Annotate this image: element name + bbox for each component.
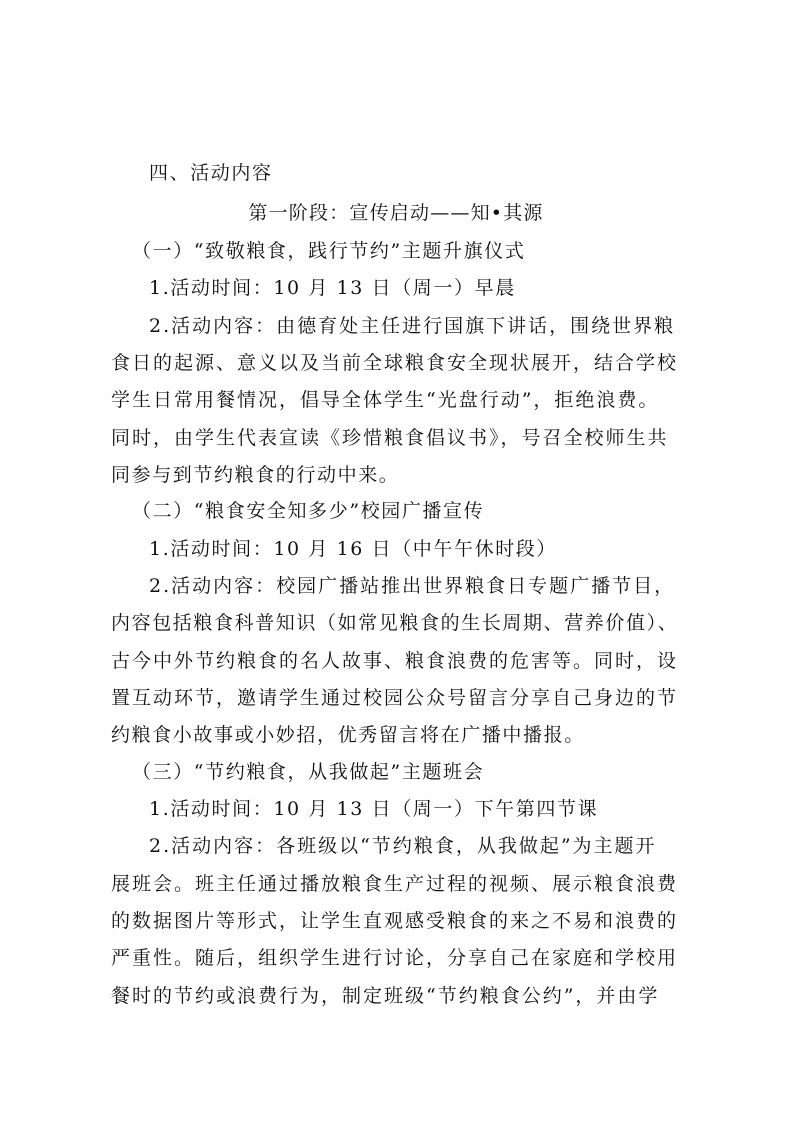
item-b-content-line: 置互动环节，邀请学生通过校园公众号留言分享自己身边的节 [111,687,679,709]
item-b-title: （二）“粮食安全知多少”校园广播宣传 [132,500,485,522]
section-heading: 四、活动内容 [149,162,273,184]
item-b-content-line: 内容包括粮食科普知识（如常见粮食的生长周期、营养价值）、 [111,612,679,634]
item-a-title: （一）“致敬粮食，践行节约”主题升旗仪式 [132,240,526,262]
item-a-content-line: 食日的起源、意义以及当前全球粮食安全现状展开，结合学校 [111,352,679,374]
item-a-content-line: 2.活动内容：由德育处主任进行国旗下讲话，围绕世界粮 [149,315,676,337]
item-c-content-line: 2.活动内容：各班级以“节约粮食，从我做起”为主题开 [149,835,657,857]
item-c-content-line: 的数据图片等形式，让学生直观感受粮食的来之不易和浪费的 [111,910,679,932]
item-c-title: （三）“节约粮食，从我做起”主题班会 [132,761,485,783]
item-c-content-line: 餐时的节约或浪费行为，制定班级“节约粮食公约”，并由学 [111,985,660,1007]
item-a-content-line: 同参与到节约粮食的行动中来。 [111,464,400,486]
item-c-content-line: 展班会。班主任通过播放粮食生产过程的视频、展示粮食浪费 [111,873,679,895]
item-c-content-line: 严重性。随后，组织学生进行讨论，分享自己在家庭和学校用 [111,947,679,969]
item-b-content-line: 约粮食小故事或小妙招，优秀留言将在广播中播报。 [111,724,585,746]
item-b-content-line: 古今中外节约粮食的名人故事、粮食浪费的危害等。同时，设 [111,650,679,672]
item-c-time: 1.活动时间：10 月 13 日（周一）下午第四节课 [149,798,599,820]
item-a-content-line: 学生日常用餐情况，倡导全体学生“光盘行动”，拒绝浪费。 [111,389,660,411]
item-b-time: 1.活动时间：10 月 16 日（中午午休时段） [149,538,558,560]
item-a-content-line: 同时，由学生代表宣读《珍惜粮食倡议书》，号召全校师生共 [111,427,669,449]
item-a-time: 1.活动时间：10 月 13 日（周一）早晨 [149,277,516,299]
stage-title: 第一阶段：宣传启动——知•其源 [248,202,544,224]
item-b-content-line: 2.活动内容：校园广播站推出世界粮食日专题广播节目， [149,575,676,597]
